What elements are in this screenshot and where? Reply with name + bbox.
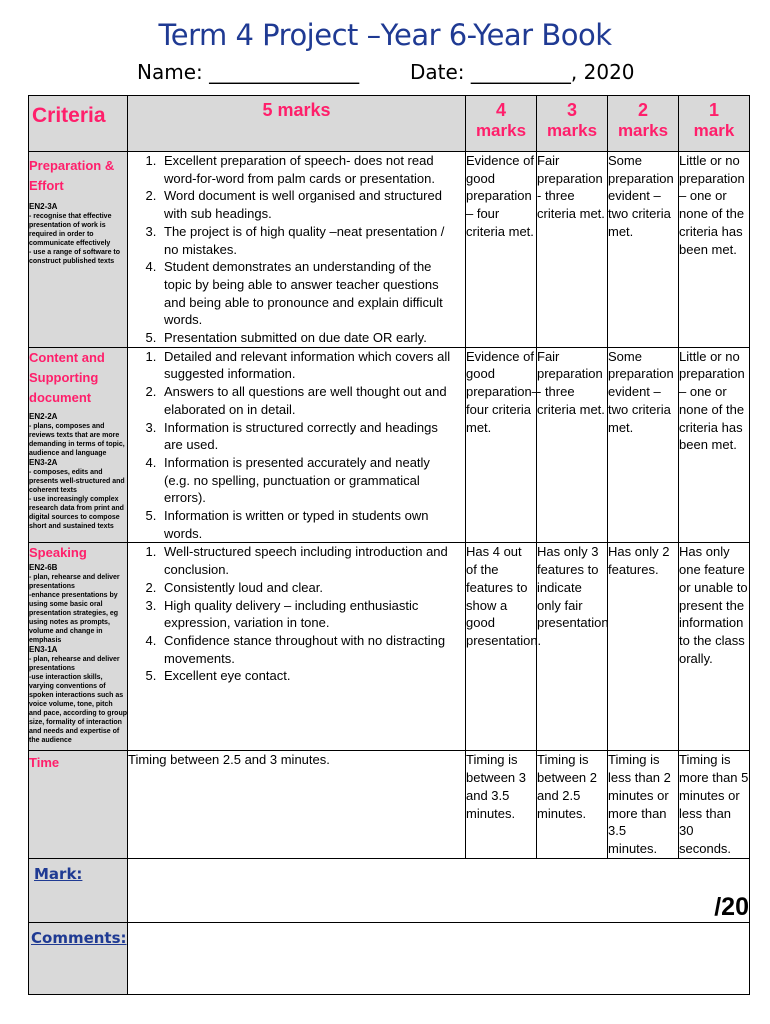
criteria-list [128, 152, 465, 347]
two-marks-cell: Some preparation evident – two criteria met. [608, 347, 679, 543]
two-marks-cell: Has only 2 features. [608, 543, 679, 751]
outcome-line: - recognise that effective presentation of work is required in order to communicate effectively [29, 213, 112, 247]
criteria-header: Criteria [29, 96, 128, 152]
one-num: 1 [708, 100, 719, 120]
list-item: 4. Student demonstrates an understanding of the topic by being able to answer teacher questions and being able to pronounce and explain difficult words. [160, 258, 459, 329]
list-item: 1. Detailed and relevant information which covers all suggested information. [160, 348, 459, 383]
category-preparation [29, 152, 128, 348]
outcome-code: EN2-2A [29, 411, 58, 421]
one-mark-cell: Has only one feature or unable to present the information to the class orally. [679, 543, 750, 751]
list-item: 2. Answers to all questions are well thought out and elaborated on in detail. [160, 383, 459, 418]
page-title: Term 4 Project –Year 6-Year Book [158, 18, 612, 52]
one-mark-header [679, 96, 750, 152]
outcome-line: -enhance presentations by using some basic oral presentation strategies, eg using notes as prompts, volume and change in emphasis [29, 592, 119, 645]
three-word: marks [546, 121, 598, 140]
two-marks-cell: Timing is less than 2 minutes or more than 3.5 minutes. [608, 751, 679, 858]
one-mark-cell: Little or no preparation – one or none of the criteria has been met. [679, 347, 750, 543]
two-marks-header [608, 96, 679, 152]
list-item: 2. Consistently loud and clear. [160, 579, 459, 597]
rubric-table [28, 95, 750, 995]
outcome-line: - plan, rehearse and deliver presentations [29, 656, 120, 673]
category-speaking [29, 543, 128, 751]
outcome-code: EN3-1A [29, 645, 58, 655]
comments-label: Comments: [31, 928, 127, 947]
three-num: 3 [566, 100, 577, 120]
two-word: marks [617, 121, 669, 140]
four-marks-header [466, 96, 537, 152]
five-marks-cell [128, 347, 466, 543]
outcome-line: - use a range of software to construct published texts [29, 249, 121, 265]
four-marks-cell: Evidence of good preparation– four criteria met. [466, 347, 537, 543]
table-row [29, 152, 750, 348]
list-item: 4. Information is presented accurately and neatly (e.g. no spelling, punctuation or grammatical errors). [160, 454, 459, 507]
table-row [29, 347, 750, 543]
four-marks-cell: Has 4 out of the features to show a good presentation. [466, 543, 537, 751]
three-marks-cell: Timing is between 2 and 2.5 minutes. [537, 751, 608, 858]
outcome-line: - use increasingly complex research data from print and digital sources to compose short and sustained texts [29, 495, 124, 530]
list-item: 4. Confidence stance throughout with no distracting movements. [160, 632, 459, 667]
five-marks-cell: Timing between 2.5 and 3 minutes. [128, 751, 466, 858]
two-num: 2 [637, 100, 648, 120]
mark-label: Mark: [34, 864, 83, 883]
five-marks-cell [128, 543, 466, 751]
four-word: marks [475, 121, 527, 140]
one-word: mark [693, 121, 735, 140]
three-marks-cell: Fair preparation - three criteria met. [537, 347, 608, 543]
three-marks-cell: Fair preparation - three criteria met. [537, 152, 608, 348]
list-item: 3. Information is structured correctly and headings are used. [160, 419, 459, 454]
three-marks-cell: Has only 3 features to indicate only fair presentation [537, 543, 608, 751]
list-item: 1. Excellent preparation of speech- does not read word-for-word from palm cards or presentation. [160, 152, 459, 187]
mark-total-cell[interactable] [128, 858, 750, 922]
four-marks-cell: Evidence of good preparation – four criteria met. [466, 152, 537, 348]
list-item: 2. Word document is well organised and structured with sub headings. [160, 187, 459, 222]
category-label: Time [29, 755, 60, 771]
category-time [29, 751, 128, 858]
five-marks-cell [128, 152, 466, 348]
category-label: Preparation & Effort [29, 158, 115, 193]
date-field[interactable]: Date: __________, 2020 [410, 60, 635, 84]
one-mark-cell: Timing is more than 5 minutes or less than 30 seconds. [679, 751, 750, 858]
comments-area[interactable] [128, 922, 750, 994]
outcome-code: EN2-6B [29, 563, 58, 573]
table-row [29, 543, 750, 751]
outcome-code: EN2-3A [29, 202, 58, 211]
table-row [29, 751, 750, 858]
outcome-code: EN3-2A [29, 457, 58, 467]
criteria-list [128, 348, 465, 543]
comments-row [29, 922, 750, 994]
list-item: 5. Excellent eye contact. [160, 667, 459, 685]
list-item: 1. Well-structured speech including introduction and conclusion. [160, 543, 459, 578]
category-content [29, 347, 128, 543]
list-item: 3. High quality delivery – including enthusiastic expression, variation in tone. [160, 597, 459, 632]
outcome-line: - composes, edits and presents well-structured and coherent texts [29, 468, 125, 494]
list-item: 3. The project is of high quality –neat presentation / no mistakes. [160, 223, 459, 258]
name-field[interactable]: Name: _______________ [137, 60, 360, 84]
comments-label-cell [29, 922, 128, 994]
category-label: Speaking [29, 545, 87, 561]
outcome-line: -use interaction skills, varying conventions of spoken interactions such as voice volume, tone, pitch and pace, according to group size, formality of interaction and needs and expertise of the audience [29, 674, 128, 745]
four-marks-cell: Timing is between 3 and 3.5 minutes. [466, 751, 537, 858]
two-marks-cell: Some preparation evident – two criteria met. [608, 152, 679, 348]
one-mark-cell: Little or no preparation – one or none of the criteria has been met. [679, 152, 750, 348]
table-header-row [29, 96, 750, 152]
mark-row [29, 858, 750, 922]
three-marks-header [537, 96, 608, 152]
list-item: 5. Presentation submitted on due date OR early. [160, 329, 459, 347]
five-marks-header [128, 96, 466, 152]
outcome-line: - plans, composes and reviews texts that are more demanding in terms of topic, audience and language [29, 422, 125, 457]
outcome-line: - plan, rehearse and deliver presentations [29, 574, 120, 591]
five-marks-label: 5 marks [262, 100, 331, 120]
list-item: 5. Information is written or typed in students own words. [160, 507, 459, 542]
mark-total: /20 [714, 892, 749, 921]
criteria-list [128, 543, 465, 685]
category-label: Content and Supporting document [29, 349, 105, 405]
four-num: 4 [495, 100, 506, 120]
mark-label-cell [29, 858, 128, 922]
